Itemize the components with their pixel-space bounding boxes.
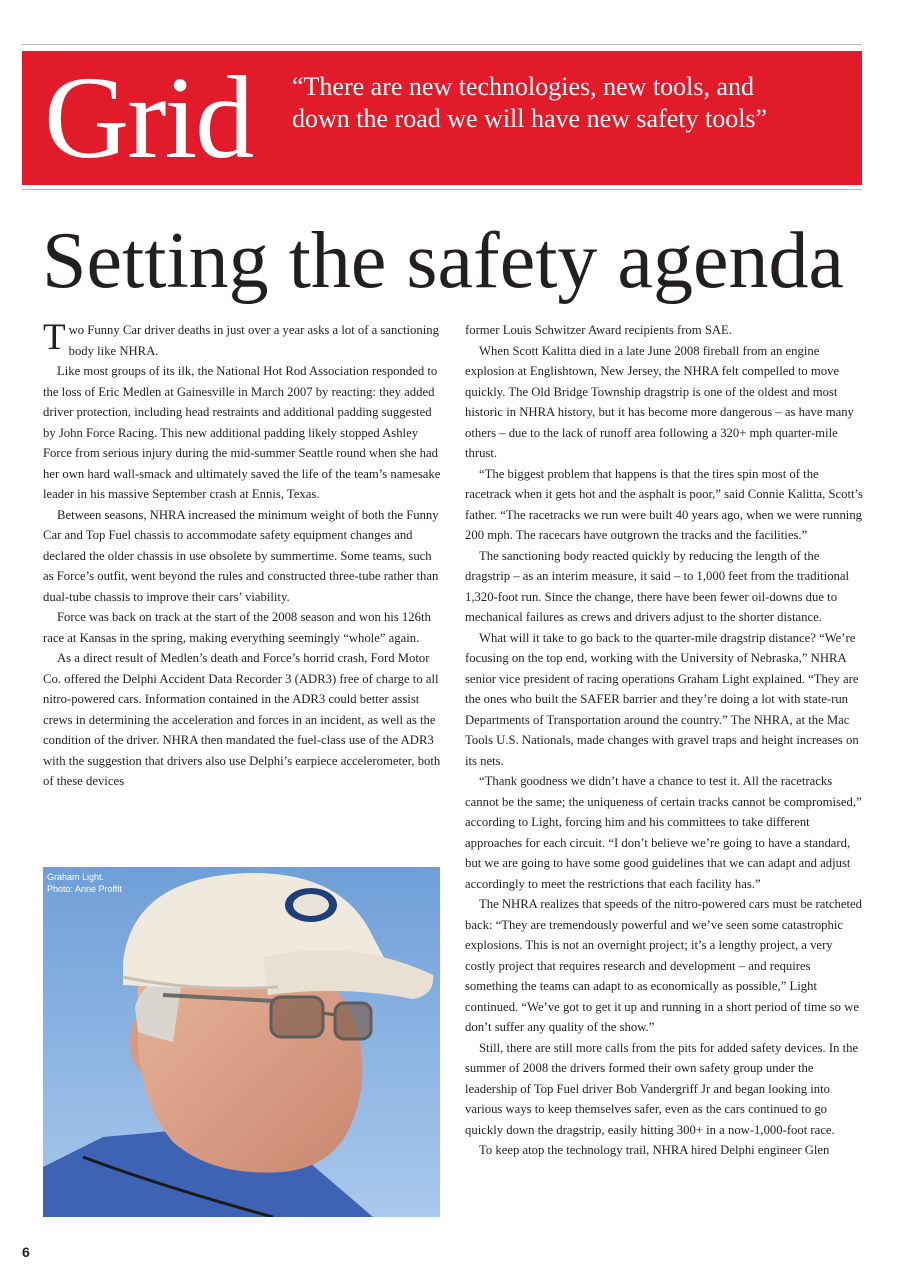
section-title: Grid (44, 52, 253, 183)
paragraph: Between seasons, NHRA increased the minimum weight of both the Funny Car and Top Fuel chassis to accommodate safety equipment changes and declared the older chassis in use obsolete by summertime. Some teams, such as Force’s outfit, went beyond the rules and constructed three-tube rather than dual-tube chassis to improve their cars’ viability. (43, 507, 439, 604)
paragraph: former Louis Schwitzer Award recipients from SAE. (465, 323, 732, 337)
paragraph: Two Funny Car driver deaths in just over a year asks a lot of a sanctioning body like NHRA. (43, 317, 439, 358)
article-right-column (465, 320, 863, 1161)
paragraph: What will it take to go back to the quarter-mile dragstrip distance? “We’re focusing on the top end, working with the University of Nebraska,” NHRA senior vice president of racing operations Graham Light explained. “They are the ones who built the SAFER barrier and they’re doing a lot with state-run Departments of Transportation around the country.” The NHRA, at the Mac Tools U.S. Nationals, made changes with gravel traps and height increases on its nets. (465, 630, 859, 768)
paragraph: When Scott Kalitta died in a late June 2008 fireball from an engine explosion at Englishtown, New Jersey, the NHRA felt compelled to move quickly. The Old Bridge Township dragstrip is one of the oldest and most historic in NHRA history, but it has become more dangerous – as have many others – due to the lack of runoff area following a 320+ mph quarter-mile thrust. (465, 343, 854, 460)
drop-cap: T (43, 317, 66, 358)
paragraph: Like most groups of its ilk, the National Hot Rod Association responded to the loss of Eric Medlen at Gainesville in March 2007 by reacting: they added driver protection, including head restraints and additional padding suggested by John Force Racing. This new additional padding likely stopped Ashley Force from serious injury during the mid-summer Seattle round when she had her own hard wall-smack and ultimately saved the life of the team’s namesake leader in his massive September crash at Ennis, Texas. (43, 364, 441, 501)
section-banner (22, 51, 862, 185)
page-number: 6 (22, 1244, 30, 1260)
caption-name: Graham Light. (47, 872, 105, 882)
banner-bottom-rule (22, 189, 862, 190)
paragraph: “The biggest problem that happens is that the tires spin most of the racetrack when it gets hot and the asphalt is poor,” said Connie Kalitta, Scott’s father. “The racetracks we run were built 40 years ago, when we were running 200 mph. The racecars have outgrown the tracks and the facilities.” (465, 466, 863, 542)
paragraph: To keep atop the technology trail, NHRA hired Delphi engineer Glen (479, 1143, 830, 1157)
pull-quote-line-2: down the road we will have new safety tools” (292, 104, 768, 133)
paragraph: Force was back on track at the start of the 2008 season and won his 126th race at Kansas in the spring, making everything seemingly “whole” again. (43, 610, 431, 645)
paragraph: The sanctioning body reacted quickly by reducing the length of the dragstrip – as an interim measure, it said – to 1,000 feet from the traditional 1,320-foot run. Since the change, there have been fewer oil-downs due to mechanical failures as crews and drivers adjust to the shorter distance. (465, 548, 850, 624)
paragraph: The NHRA realizes that speeds of the nitro-powered cars must be ratcheted back: “They are tremendously powerful and we’ve seen some catastrophic explosions. This is not an overnight project; it’s a lengthy project, a very costly project that requires research and development – and requires something the teams can adapt to as economically as possible,” Light continued. “We’ve got to get it up and running in a short period of time so we don’t suffer any quality of the show.” (465, 897, 862, 1034)
portrait-photo (43, 867, 440, 1217)
article-left-column (43, 317, 441, 792)
photo-caption (47, 871, 122, 895)
pull-quote-line-1: “There are new technologies, new tools, and (292, 72, 755, 101)
caption-credit: Photo: Anne Proffit (47, 884, 122, 894)
paragraph: As a direct result of Medlen’s death and Force’s horrid crash, Ford Motor Co. offered the Delphi Accident Data Recorder 3 (ADR3) free of charge to all nitro-powered cars. Information contained in the ADR3 could better assist crews in determining the acceleration and forces in an incident, as well as the condition of the driver. NHRA then mandated the fuel-class use of the ADR3 with the suggestion that drivers also use Delphi’s earpiece accelerometer, both of these devices (43, 651, 441, 788)
pull-quote (292, 71, 832, 135)
article-headline: Setting the safety agenda (42, 217, 844, 305)
paragraph: Still, there are still more calls from the pits for added safety devices. In the summer of 2008 the drivers formed their own safety group under the leadership of Top Fuel driver Bob Vandergriff Jr and began looking into various ways to keep themselves safer, even as the cars continued to go quickly down the dragstrip, easily hitting 300+ in a now-1,000-foot race. (465, 1040, 859, 1137)
top-rule (22, 44, 862, 45)
paragraph: “Thank goodness we didn’t have a chance to test it. All the racetracks cannot be the same; the uniqueness of certain tracks cannot be compromised,” according to Light, forcing him and his committees to take different approaches for each circuit. “I don’t believe we’re going to have a standard, but we are going to have some good guidelines that we can adapt and adjust accordingly to meet the restrictions that each facility has.” (465, 774, 862, 891)
portrait-illustration (43, 867, 440, 1217)
